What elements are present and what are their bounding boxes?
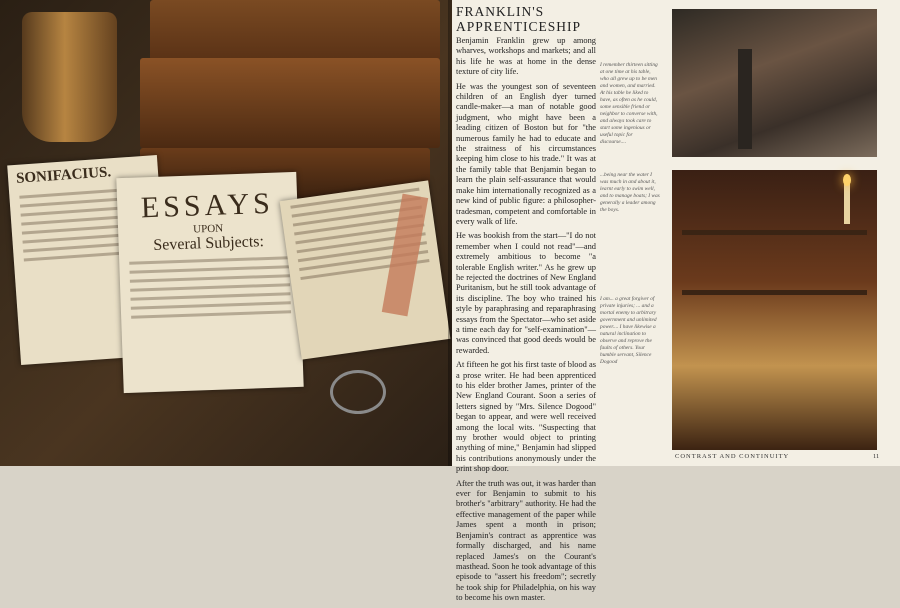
hitching-post: [738, 49, 752, 149]
street-photo: [672, 9, 877, 157]
paragraph: Benjamin Franklin grew up among wharves, workshops and markets; and all his life he was at home in the dense texture of city life.: [456, 36, 596, 77]
body-text: [456, 36, 596, 608]
page-number: 11: [873, 453, 880, 460]
pamphlet-essays-subtitle: Several Subjects:: [153, 233, 265, 254]
pamphlet-essays: [116, 172, 303, 393]
heading-line-2: APPRENTICESHIP: [456, 19, 582, 34]
text-page: [452, 0, 900, 603]
pamphlet-title: SONIFACIUS.: [15, 164, 112, 187]
stacked-book: [150, 0, 440, 60]
horn-cup: [22, 12, 117, 142]
chapter-heading: [456, 4, 656, 34]
pamphlet-essays-upon: UPON: [192, 222, 224, 236]
spectacles: [330, 370, 386, 414]
sidebar-quote: I remember thirteen sitting at one time at his table, who all grew up to be men and women, and married. At his table he liked to have, as often as he could, some sensible friend or neighbor to converse with, and always took care to start some ingenious or useful topic for discourse....: [600, 62, 658, 145]
sidebar-quote: ...being near the water I was much in and about it, learnt early to swim well, and to manage boats; I was generally a leader among the boys.: [600, 172, 660, 213]
paragraph: After the truth was out, it was harder than ever for Benjamin to submit to his brother's "arbitrary" authority. He had the effective management of the paper while James spent a month in prison; Benjamin's contract as apprentice was formally discharged, and his name replaced James's on the Courant's masthead. Soon he took advantage of this episode to "assert his freedom"; secretly he took ship for Philadelphia, on his way to become his own master.: [456, 478, 596, 603]
paragraph: He was bookish from the start—"I do not remember when I could not read"—and extremely ambitious to become "a tolerable English writer." As he grew up he rejected the doctrines of New England Puritanism, but he still took advantage of its discipline. The boy who trained his style by paraphrasing and reparaphrasing essays from the Spectator—who set aside a time each day for "self-examination"—was convinced that good deeds would be rewarded.: [456, 231, 596, 355]
candle-flame: [843, 174, 851, 186]
running-footer: CONTRAST AND CONTINUITY: [675, 453, 790, 460]
sidebar-quote: I am... a great forgiver of private injuries; ... and a mortal enemy to arbitrary government and unlimited power.... I have likewise a natural inclination to observe and reprove the faults of others. Your humble servant, Silence Dogood: [600, 296, 657, 365]
railing: [682, 230, 867, 235]
paragraph: He was the youngest son of seventeen children of an English dyer turned candle-maker—a man of notable good judgment, who might have been a leading citizen of Boston but for "the numerous family he had to educate and the straitness of his circumstances keeping him close to his trade." It was at the family table that Benjamin began to learn the plain self-assurance that would make him internationally recognized as a new kind of public figure: a philosopher-tradesman, competent and comfortable in every walk of life.: [456, 81, 596, 226]
railing: [682, 290, 867, 295]
pamphlet-essays-title: ESSAYS: [140, 186, 275, 225]
paragraph: At fifteen he got his first taste of blood as a prose writer. He had been apprenticed to his elder brother James, printer of the New England Courant. Soon a series of letters signed by "Mrs. Silence Dogood" began to appear, and were well received among the local wits. "Suspecting that my brother would object to printing anything of mine," Benjamin had slipped his contributions anonymously under the print shop door.: [456, 360, 596, 474]
interior-photo: [672, 170, 877, 450]
stacked-book: [140, 58, 440, 148]
still-life-photo: [0, 0, 452, 466]
heading-line-1: FRANKLIN'S: [456, 4, 545, 19]
candle: [844, 184, 850, 224]
